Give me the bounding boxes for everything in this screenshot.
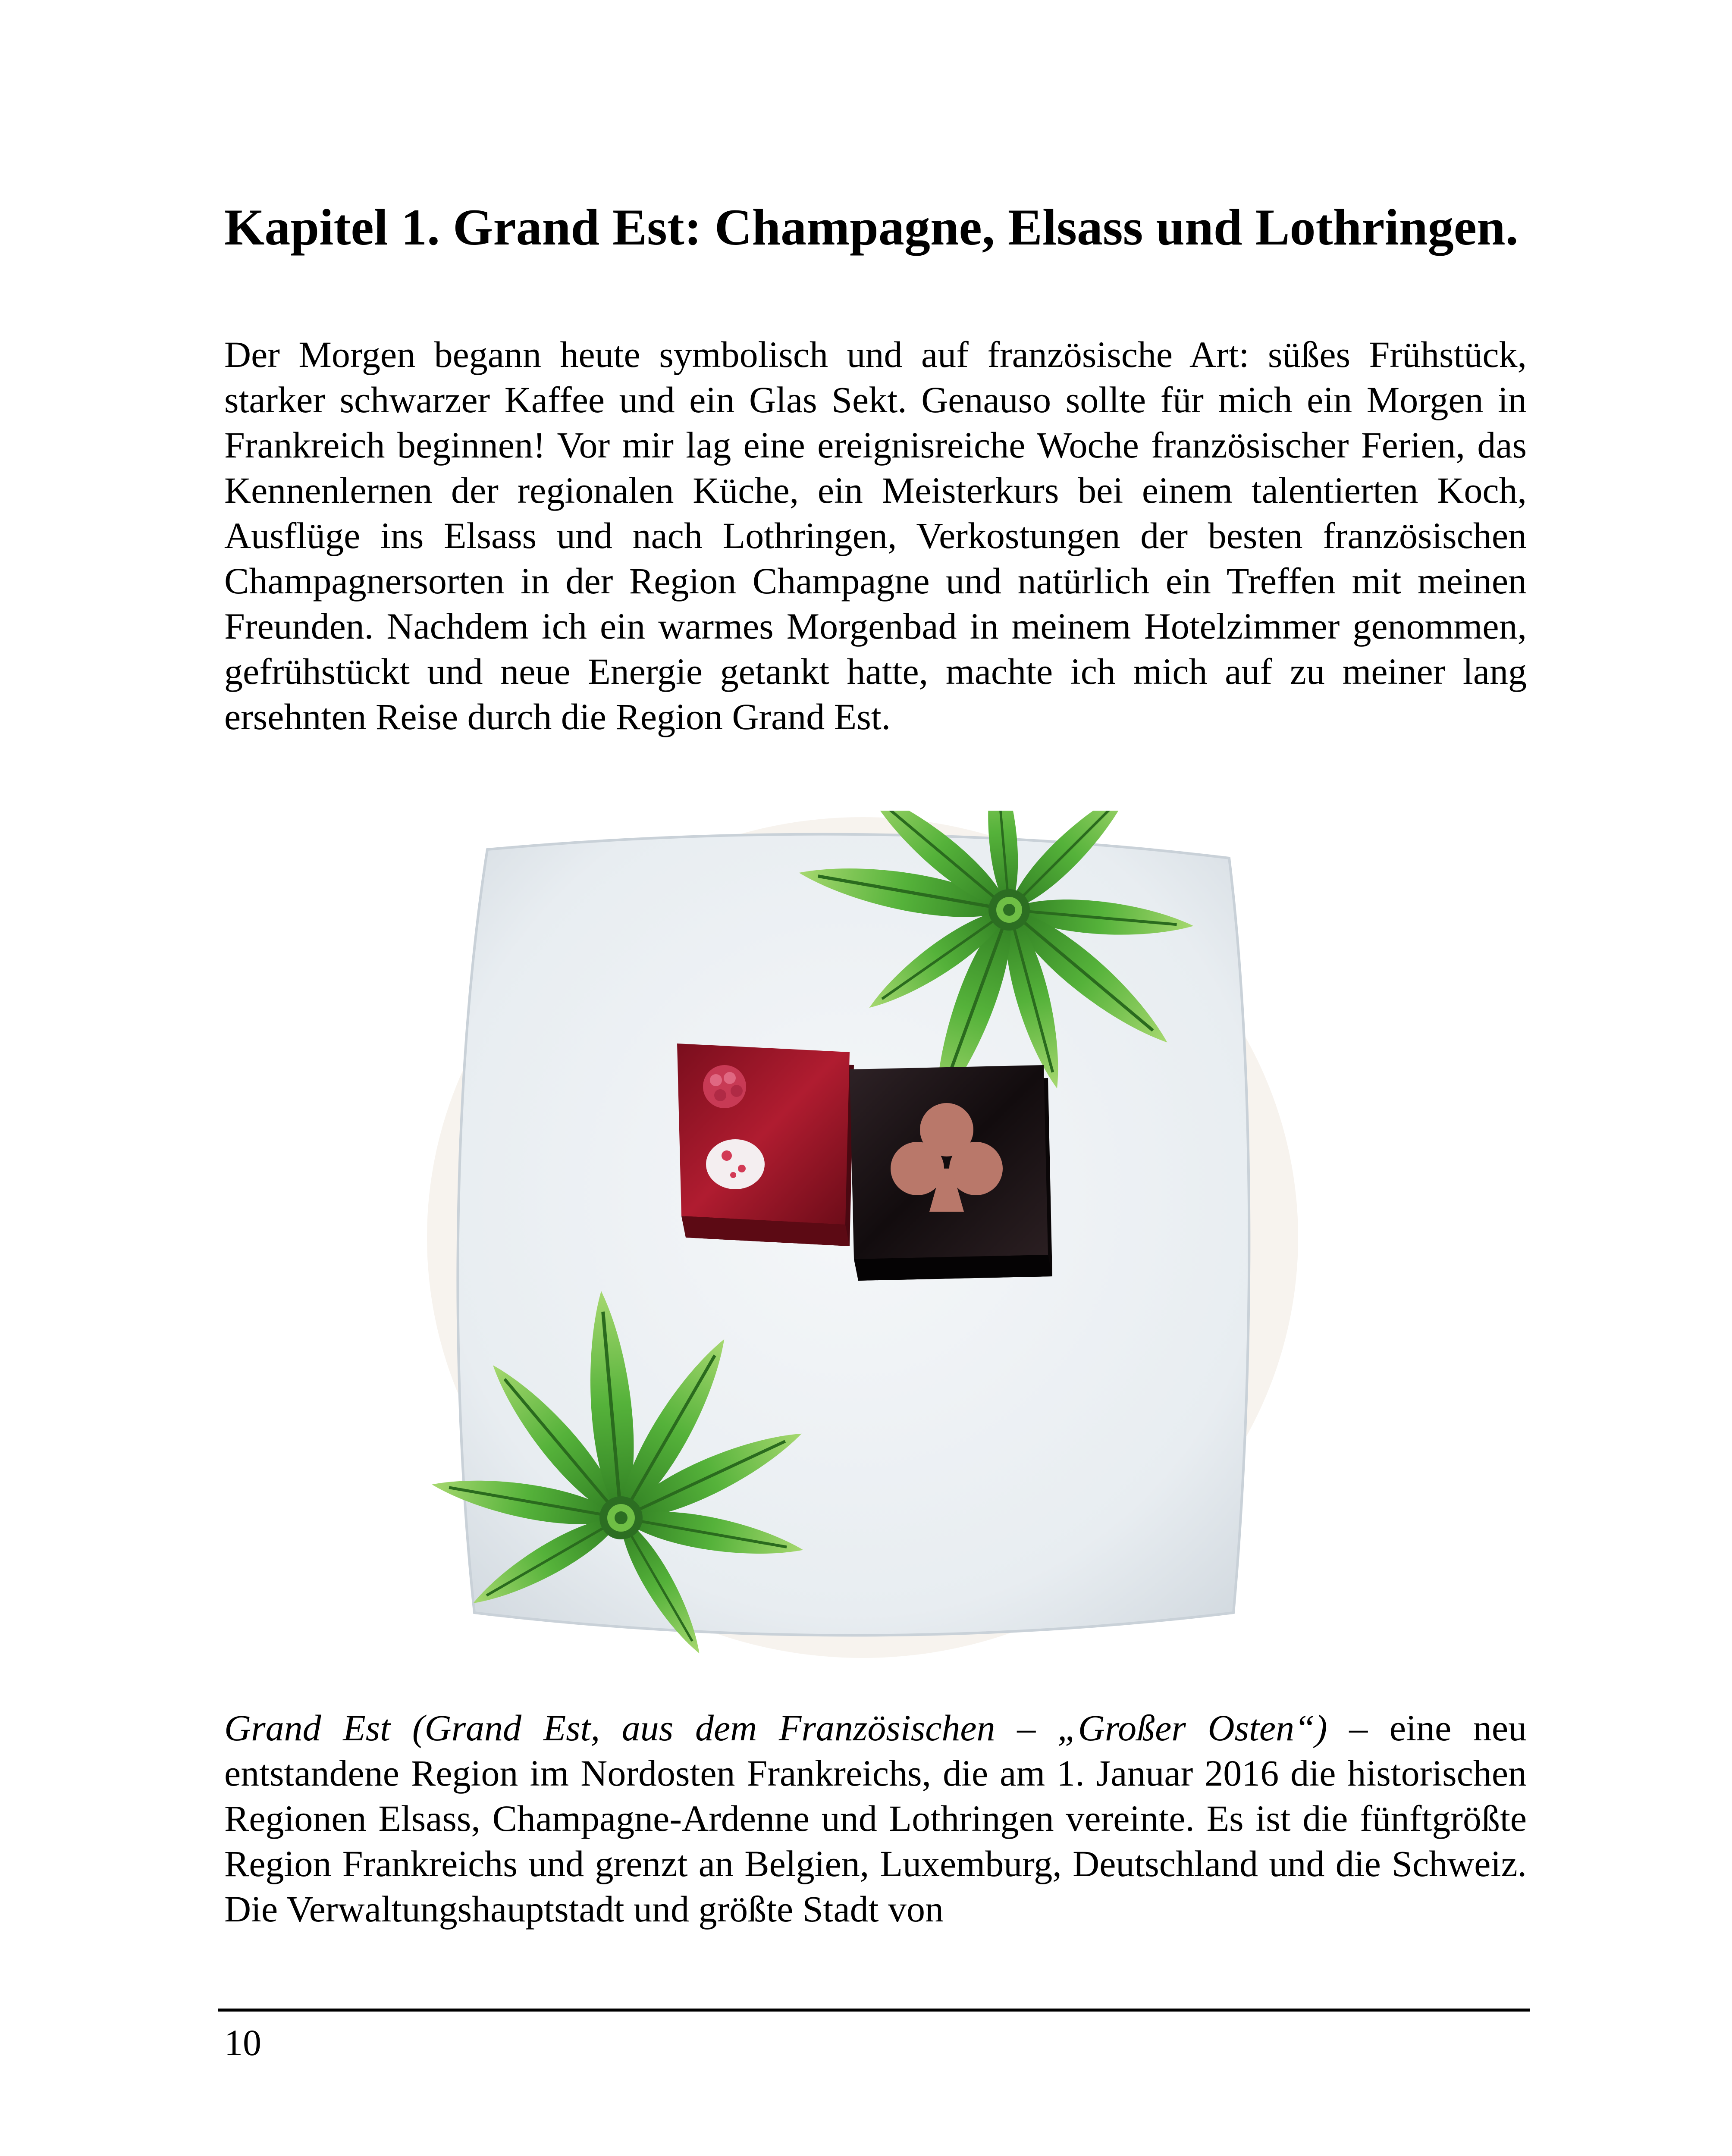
raspberry-garnish xyxy=(703,1065,746,1108)
definition-text: – eine neu entstandene Region im Nordosten Frankreichs, die am 1. Januar 2016 die historischen Regionen Elsass, Champagne-Ardenne und Lothringen vereinte. Es ist die fünftgrößte Region Frankreichs und grenzt an Belgien, Luxemburg, Deutschland und die Schweiz. Die Verwaltungshauptstadt und größte Stadt von xyxy=(224,1707,1527,1930)
footer-divider xyxy=(218,2009,1530,2012)
definition-term: Grand Est (Grand Est, aus dem Französischen – „Großer Osten“) xyxy=(224,1707,1327,1749)
chocolate-dessert-cube xyxy=(850,1065,1052,1281)
dessert-plate-photo xyxy=(423,811,1302,1664)
definition-paragraph xyxy=(224,1705,1527,1932)
chapter-title: Kapitel 1. Grand Est: Champagne, Elsass und Lothringen. xyxy=(224,198,1519,256)
cream-garnish xyxy=(706,1139,765,1189)
page-number: 10 xyxy=(224,2022,261,2063)
red-dessert-cube xyxy=(677,1044,854,1246)
intro-paragraph: Der Morgen begann heute symbolisch und auf französische Art: süßes Frühstück, starker schwarzer Kaffee und ein Glas Sekt. Genauso sollte für mich ein Morgen in Frankreich beginnen! Vor mir lag eine ereignisreiche Woche französischer Ferien, das Kennenlernen der regionalen Küche, ein Meisterkurs bei einem talentierten Koch, Ausflüge ins Elsass und nach Lothringen, Verkostungen der besten französischen Champagnersorten in der Region Champagne und natürlich ein Treffen mit meinen Freunden. Nachdem ich ein warmes Morgenbad in meinem Hotelzimmer genommen, gefrühstückt und neue Energie getankt hatte, machte ich mich auf zu meiner lang ersehnten Reise durch die Region Grand Est. xyxy=(224,334,1527,737)
